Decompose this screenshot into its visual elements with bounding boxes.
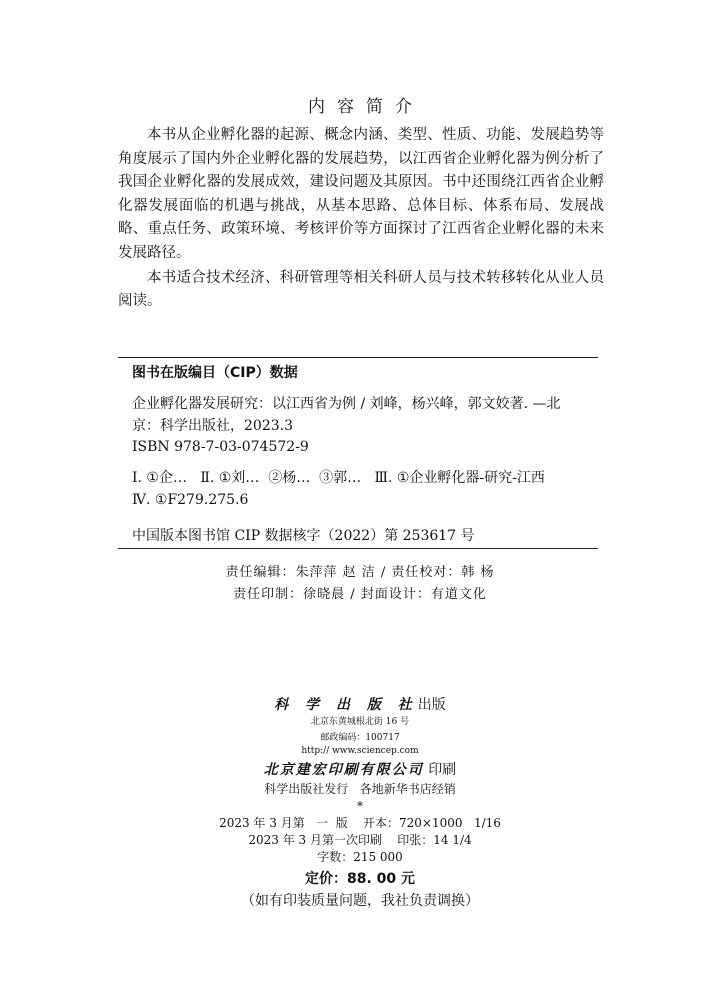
- printer-name: 北京建宏印刷有限公司: [263, 762, 424, 778]
- cip-top-rule: [118, 357, 598, 358]
- cip-isbn: ISBN 978-7-03-074572-9: [132, 439, 309, 455]
- quality-note: （如有印装质量问题，我社负责调换）: [241, 893, 479, 909]
- cip-heading: 图书在版编目（CIP）数据: [132, 365, 298, 381]
- summary-title: 内容简介: [308, 97, 424, 117]
- price-line: 定价：88. 00 元: [304, 871, 416, 887]
- cip-classification-line-1: Ⅰ. ①企… Ⅱ. ①刘… ②杨… ③郭… Ⅲ. ①企业孵化器-研究-江西: [132, 470, 545, 486]
- publisher-postcode: 邮政编码：100717: [320, 733, 400, 743]
- credits-editors: 责任编辑：朱萍萍 赵 洁 / 责任校对：韩 杨: [225, 565, 495, 580]
- cip-entry-line-2: 京：科学出版社，2023.3: [132, 417, 293, 434]
- publisher-name-line: [0, 694, 720, 714]
- publisher-logo-text: 科 学 出 版 社: [274, 697, 418, 713]
- summary-body: [118, 124, 604, 315]
- cip-record-block: [118, 526, 604, 548]
- cip-bibliographic-block: [118, 394, 604, 459]
- credits-block: [0, 562, 720, 606]
- summary-paragraph-1: 本书从企业孵化器的起源、概念内涵、类型、性质、功能、发展趋势等角度展示了国内外企业孵化器的发展趋势，以江西省企业孵化器为例分析了我国企业孵化器的发展成效，建设问题及其原因。书中还围绕江西省企业孵化器发展面临的机遇与挑战，从基本思路、总体目标、体系布局、发展战略、重点任务、政策环境、考核评价等方面探讨了江西省企业孵化器的未来发展路径。: [118, 127, 604, 261]
- publisher-url: http:// www.sciencep.com: [301, 746, 419, 756]
- edition-line: 2023 年 3 月第 一 版 开本：720×1000 1/16: [219, 816, 501, 830]
- publisher-address: 北京东黄城根北街 16 号: [310, 717, 410, 727]
- summary-paragraph-2: 本书适合技术经济、科研管理等相关科研人员与技术转移转化从业人员阅读。: [118, 269, 604, 310]
- word-count-line: 字数：215 000: [317, 850, 403, 864]
- cip-bottom-rule: [118, 548, 598, 549]
- printer-suffix: 印刷: [428, 762, 457, 778]
- separator-star: *: [357, 799, 363, 813]
- distribution-line: 科学出版社发行 各地新华书店经销: [264, 782, 456, 796]
- cip-classification-block: [118, 468, 604, 511]
- cip-entry-line-1: 企业孵化器发展研究：以江西省为例 / 刘峰，杨兴峰，郭文姣著. —北: [132, 396, 561, 412]
- credits-production: 责任印制：徐晓晨 / 封面设计：有道文化: [233, 587, 487, 602]
- publisher-suffix: 出版: [417, 697, 446, 713]
- cip-classification-line-2: Ⅳ. ①F279.275.6: [132, 491, 249, 508]
- printing-line: 2023 年 3 月第一次印刷 印张：14 1/4: [248, 833, 472, 847]
- printer-line: [0, 759, 720, 779]
- cip-record-number: 中国版本图书馆 CIP 数据核字（2022）第 253617 号: [132, 528, 475, 544]
